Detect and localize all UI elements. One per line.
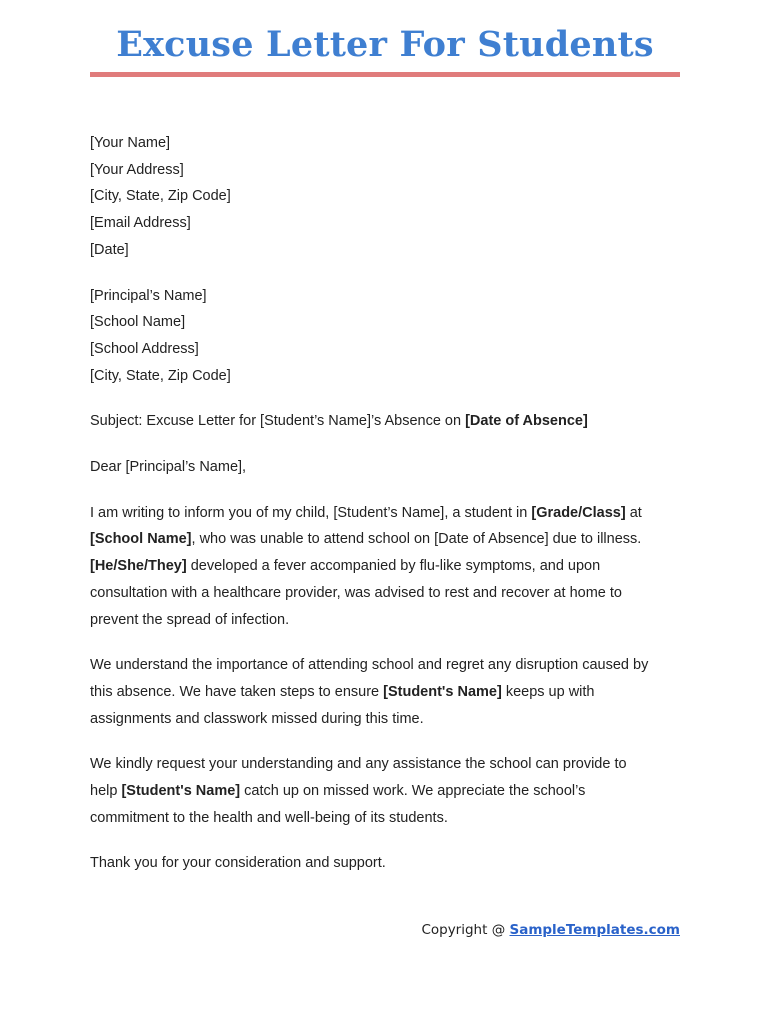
paragraph-1: I am writing to inform you of my child, [Student’s Name], a student in [Grade/Class] at [School Name], who was unable to attend school on [Date of Absence] due to illness. [He/She/They] developed a fever accompanied by flu-like symptoms, and upon consultation with a healthcare provider, was advised to rest and recover at home to prevent the spread of infection. (90, 504, 642, 628)
sender-block (90, 130, 685, 264)
subject-date: [Date of Absence] (465, 413, 588, 430)
copyright-prefix: Copyright @ (421, 922, 510, 938)
sender-address: [Your Address] (90, 161, 184, 178)
copyright-footer (421, 922, 680, 938)
sender-name: [Your Name] (90, 135, 171, 151)
sampletemplates-link[interactable]: SampleTemplates.com (509, 922, 680, 938)
recipient-block (90, 283, 685, 390)
recipient-address: [School Address] (90, 340, 199, 357)
recipient-name: [Principal’s Name] (90, 287, 207, 304)
recipient-city: [City, State, Zip Code] (90, 367, 231, 384)
letter-body (90, 130, 685, 896)
subject-line (90, 408, 685, 435)
title-divider (90, 72, 680, 77)
paragraph-2: We understand the importance of attending school and regret any disruption caused by this absence. We have taken steps to ensure [Student's Name] keeps up with assignments and classwork missed during this time. (90, 657, 649, 727)
subject-prefix: Subject: Excuse Letter for [Student’s Name]’s Absence on (90, 413, 466, 430)
recipient-school: [School Name] (90, 314, 186, 331)
closing-line: Thank you for your consideration and support. (90, 855, 386, 872)
paragraph-3: We kindly request your understanding and any assistance the school can provide to help [Student's Name] catch up on missed work. We appreciate the school’s commitment to the health and well-being of its students. (90, 756, 627, 826)
sender-email: [Email Address] (90, 215, 191, 232)
sender-date: [Date] (90, 241, 129, 258)
page-title: Excuse Letter For Students (116, 24, 654, 65)
salutation: Dear [Principal’s Name], (90, 459, 247, 476)
sender-city: [City, State, Zip Code] (90, 188, 231, 205)
